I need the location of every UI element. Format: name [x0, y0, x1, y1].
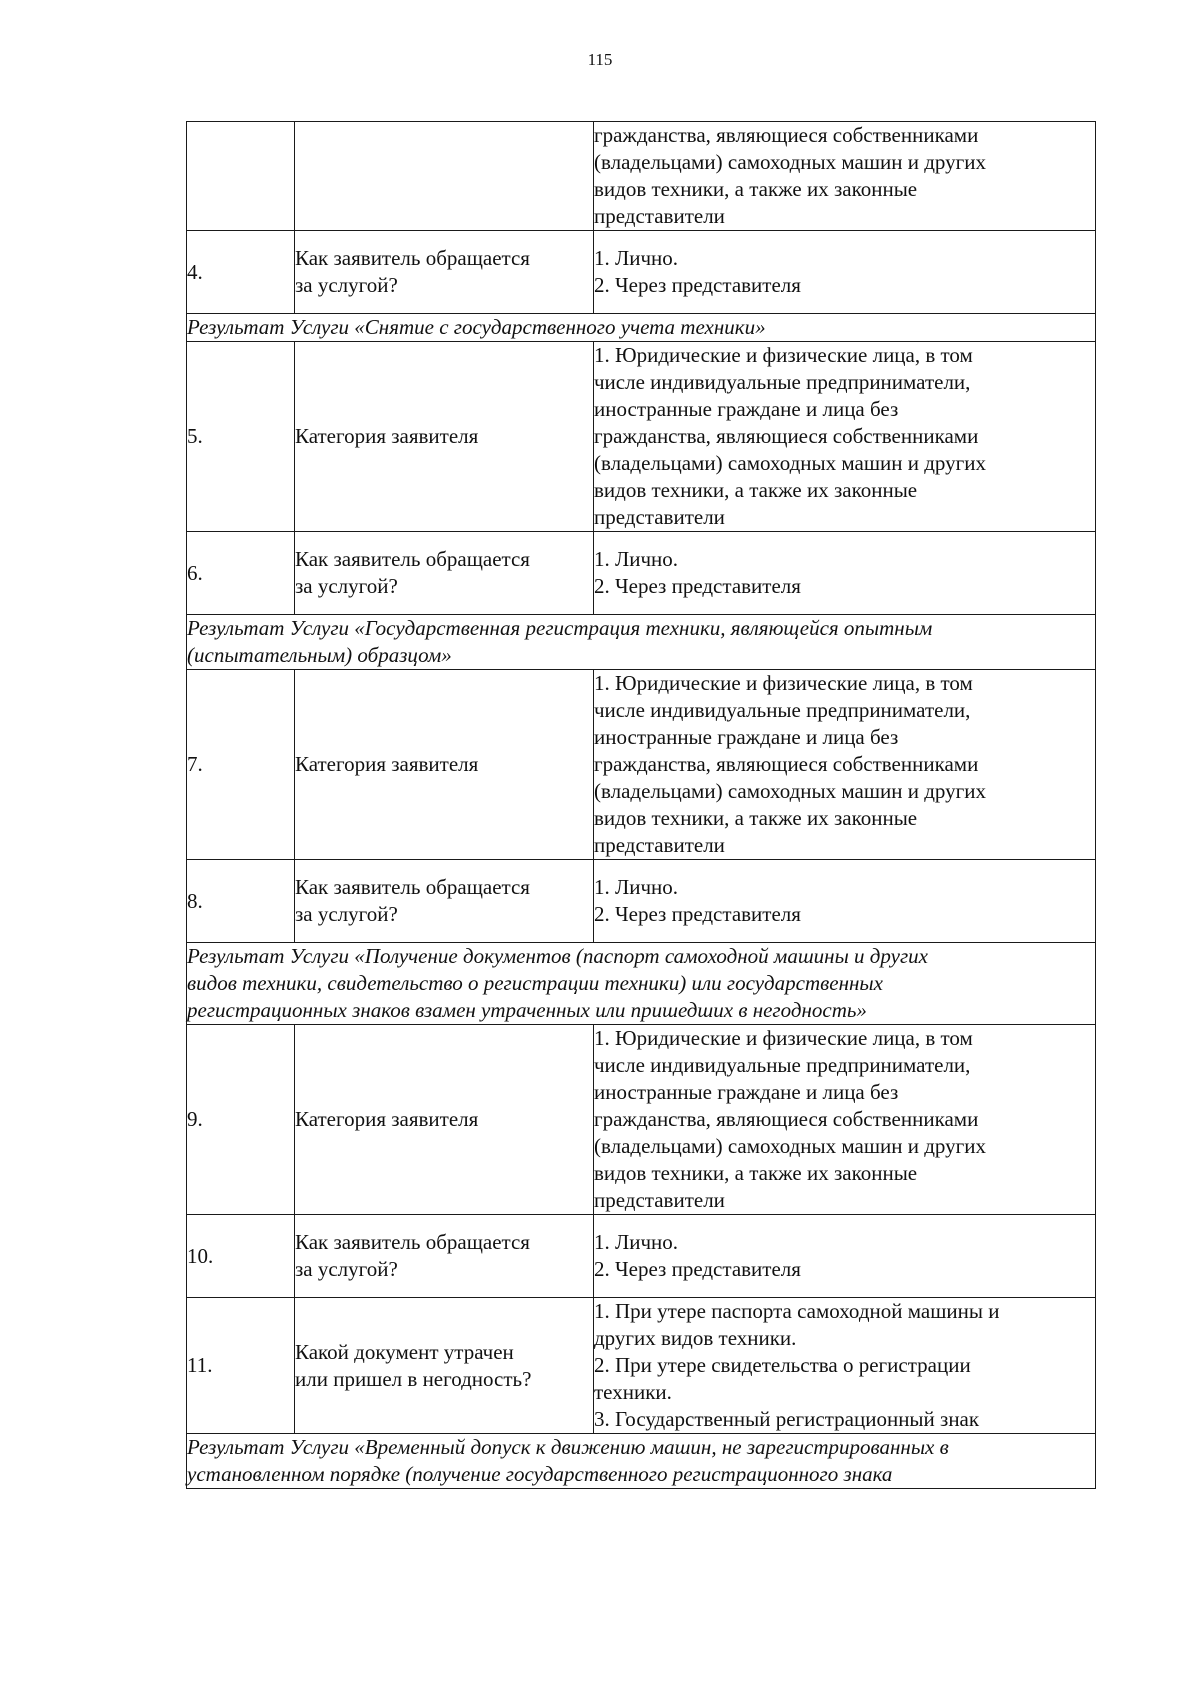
answer-line: 1. Лично. [594, 547, 679, 571]
answer-cell [594, 532, 1096, 615]
section-row [187, 314, 1096, 342]
answer-cell [594, 670, 1096, 860]
answer-line: видов техники, а также их законные [594, 806, 918, 830]
question-line: Какой документ утрачен [295, 1339, 514, 1364]
answer-line: представители [594, 204, 725, 228]
answer-line: 3. Государственный регистрационный знак [594, 1407, 980, 1431]
section-row [187, 615, 1096, 670]
answer-line: (владельцами) самоходных машин и других [594, 779, 986, 803]
answer-line: 1. Лично. [594, 246, 679, 270]
row-number: 7. [187, 670, 295, 860]
answer-line: представители [594, 833, 725, 857]
table-row [187, 122, 1096, 231]
question-cell [295, 1025, 594, 1215]
answer-line: 1. Лично. [594, 875, 679, 899]
section-line: регистрационных знаков взамен утраченных или пришедших в негодность» [187, 998, 867, 1022]
row-number: 10. [187, 1215, 295, 1298]
answer-line: гражданства, являющиеся собственниками [594, 752, 979, 776]
question-cell [295, 231, 594, 314]
section-line: установленном порядке (получение государственного регистрационного знака [187, 1462, 893, 1486]
answer-line: гражданства, являющиеся собственниками [594, 1107, 979, 1131]
row-number: 11. [187, 1298, 295, 1434]
question-line: Как заявитель обращается [295, 875, 530, 899]
question-line: за услугой? [295, 902, 398, 926]
answer-cell [594, 860, 1096, 943]
table-row [187, 1215, 1096, 1298]
answer-line: 2. Через представителя [594, 273, 801, 297]
section-row [187, 1434, 1096, 1489]
answer-line: видов техники, а также их законные [594, 177, 918, 201]
answer-line: 1. Юридические и физические лица, в том [594, 343, 973, 367]
table-row [187, 342, 1096, 532]
question-cell [295, 670, 594, 860]
table-row [187, 231, 1096, 314]
section-line: Результат Услуги «Получение документов (паспорт самоходной машины и других [187, 944, 928, 968]
question-cell [295, 1215, 594, 1298]
answer-line: 1. При утере паспорта самоходной машины и [594, 1299, 1000, 1323]
answer-line: (владельцами) самоходных машин и других [594, 1134, 986, 1158]
answer-line: числе индивидуальные предприниматели, [594, 698, 971, 722]
question-line: Категория заявителя [295, 752, 479, 776]
question-cell [295, 122, 594, 231]
answer-line: 2. Через представителя [594, 1257, 801, 1281]
services-table [186, 121, 1096, 1489]
answer-line: видов техники, а также их законные [594, 478, 918, 502]
question-line: Как заявитель обращается [295, 547, 530, 571]
question-line: Категория заявителя [295, 1107, 479, 1131]
answer-line: гражданства, являющиеся собственниками [594, 123, 979, 147]
row-number: 6. [187, 532, 295, 615]
answer-line: (владельцами) самоходных машин и других [594, 150, 986, 174]
answer-cell [594, 1298, 1096, 1434]
question-cell [295, 342, 594, 532]
answer-cell [594, 122, 1096, 231]
answer-line: видов техники, а также их законные [594, 1161, 918, 1185]
section-line: Результат Услуги «Временный допуск к движению машин, не зарегистрированных в [187, 1435, 949, 1459]
answer-line: 1. Лично. [594, 1230, 679, 1254]
table-row [187, 670, 1096, 860]
answer-line: гражданства, являющиеся собственниками [594, 424, 979, 448]
answer-cell [594, 1025, 1096, 1215]
answer-line: представители [594, 1188, 725, 1212]
page-number: 115 [587, 50, 613, 69]
row-number: 8. [187, 860, 295, 943]
question-line: Как заявитель обращается [295, 246, 530, 270]
answer-line: представители [594, 505, 725, 529]
row-number: 4. [187, 231, 295, 314]
section-heading [187, 314, 1096, 342]
section-line: (испытательным) образцом» [187, 643, 452, 667]
answer-cell [594, 342, 1096, 532]
answer-cell [594, 231, 1096, 314]
answer-line: других видов техники. [594, 1326, 797, 1350]
question-line: за услугой? [295, 273, 398, 297]
table-row [187, 860, 1096, 943]
section-heading [187, 1434, 1096, 1489]
answer-line: (владельцами) самоходных машин и других [594, 451, 986, 475]
answer-line: иностранные граждане и лица без [594, 397, 899, 421]
answer-line: иностранные граждане и лица без [594, 1080, 899, 1104]
answer-line: 2. При утере свидетельства о регистрации [594, 1353, 971, 1377]
row-number: 9. [187, 1025, 295, 1215]
section-heading [187, 943, 1096, 1025]
section-row [187, 943, 1096, 1025]
question-line: или пришел в негодность? [295, 1366, 532, 1391]
answer-line: числе индивидуальные предприниматели, [594, 1053, 971, 1077]
row-number-cell [187, 122, 295, 231]
question-line: Как заявитель обращается [295, 1230, 530, 1254]
question-cell [295, 532, 594, 615]
answer-line: иностранные граждане и лица без [594, 725, 899, 749]
answer-line: 2. Через представителя [594, 902, 801, 926]
answer-line: техники. [594, 1380, 672, 1404]
section-heading [187, 615, 1096, 670]
answer-line: 2. Через представителя [594, 574, 801, 598]
question-cell [295, 860, 594, 943]
answer-cell [594, 1215, 1096, 1298]
question-line: за услугой? [295, 1257, 398, 1281]
answer-line: 1. Юридические и физические лица, в том [594, 671, 973, 695]
section-line: Результат Услуги «Снятие с государственного учета техники» [187, 315, 766, 339]
question-line: за услугой? [295, 574, 398, 598]
row-number: 5. [187, 342, 295, 532]
answer-line: 1. Юридические и физические лица, в том [594, 1026, 973, 1050]
question-line: Категория заявителя [295, 424, 479, 448]
table-row [187, 1025, 1096, 1215]
question-cell [295, 1298, 594, 1434]
section-line: Результат Услуги «Государственная регистрация техники, являющейся опытным [187, 616, 933, 640]
section-line: видов техники, свидетельство о регистрации техники) или государственных [187, 971, 883, 995]
answer-line: числе индивидуальные предприниматели, [594, 370, 971, 394]
table-row [187, 532, 1096, 615]
table-row [187, 1298, 1096, 1434]
